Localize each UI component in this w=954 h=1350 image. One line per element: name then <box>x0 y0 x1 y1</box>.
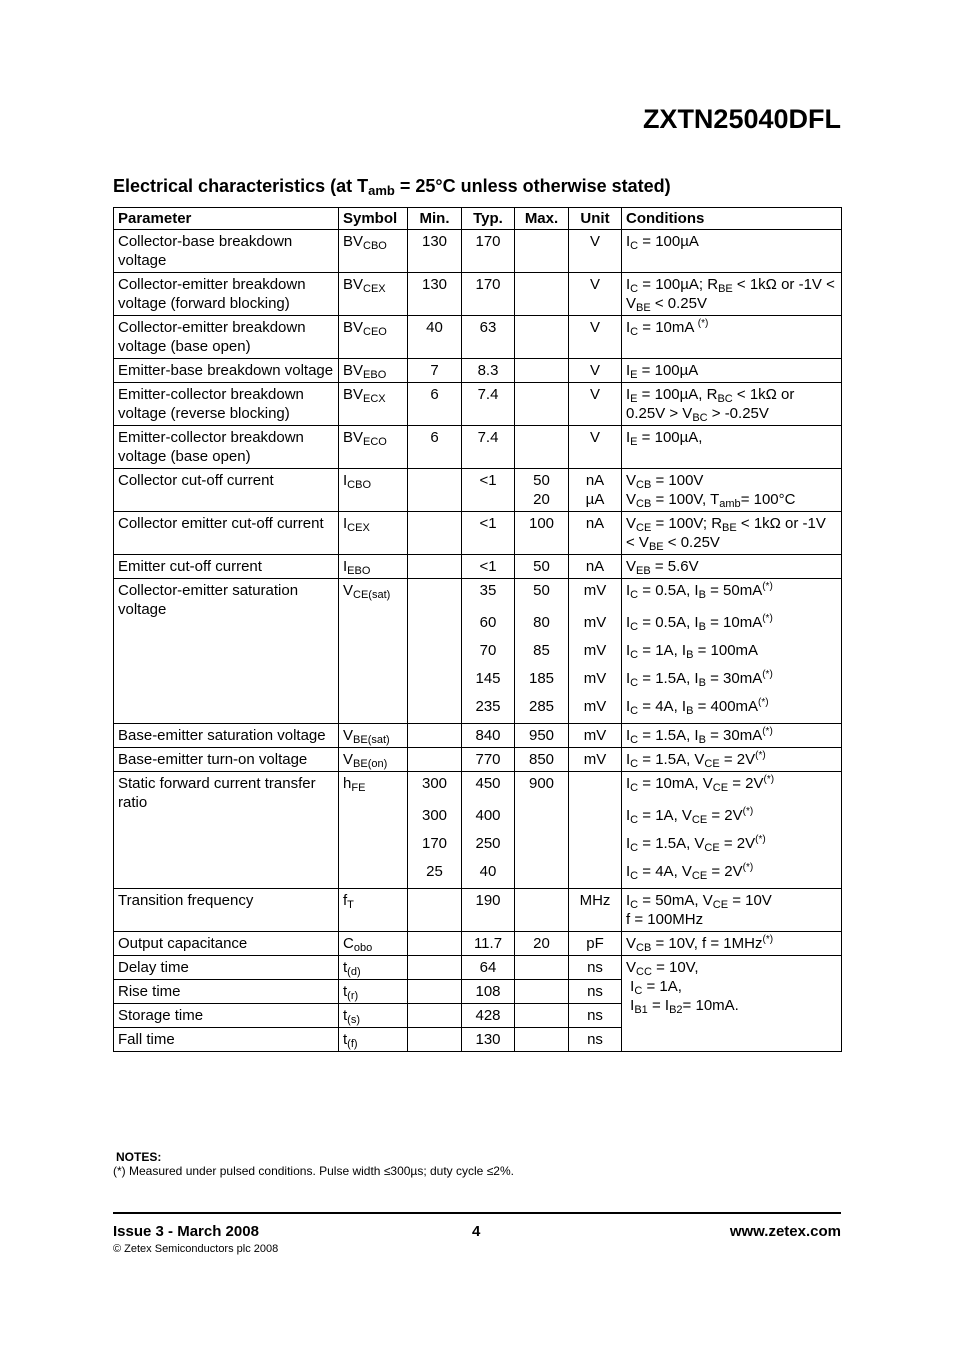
max-cell <box>515 889 569 932</box>
symbol-cell: $I_{CBO}$ <box>339 469 408 512</box>
header-unit: Unit <box>569 208 622 230</box>
min-cell: 6 <box>408 426 462 469</box>
conditions-cell: $I_C = 1.5A$, $V_{CE} = 2V^{(*)}$ <box>622 748 842 772</box>
unit-cell: V <box>569 316 622 359</box>
max-cell <box>515 426 569 469</box>
table-row <box>114 772 842 889</box>
notes-heading: NOTES: <box>116 1150 162 1164</box>
part-number: ZXTN25040DFL <box>642 104 841 134</box>
parameter-cell: Delay time <box>114 956 339 980</box>
table-row <box>114 512 842 555</box>
unit-cell: ns <box>569 956 622 980</box>
symbol-cell: $t_{(r)}$ <box>339 980 408 1004</box>
min-cell: 130 <box>408 273 462 316</box>
parameter-cell: Emitter cut-off current <box>114 555 339 579</box>
conditions-cell: $V_{CC} = 10V$, $I_C = 1A$, $I_{B1} = I_{B2}= 10mA$. <box>622 956 842 1052</box>
parameter-cell: Transition frequency <box>114 889 339 932</box>
parameter-cell: Collector-base breakdown voltage <box>114 230 339 273</box>
typ-cell: 190 <box>462 889 515 932</box>
min-cell <box>408 512 462 555</box>
table-row <box>114 956 842 980</box>
symbol-cell: $BV_{EBO}$ <box>339 359 408 383</box>
parameter-cell: Base-emitter saturation voltage <box>114 724 339 748</box>
notes-text: (*) Measured under pulsed conditions. Pulse width ≤300µs; duty cycle ≤2%. <box>113 1164 514 1178</box>
parameter-cell: Storage time <box>114 1004 339 1028</box>
unit-cell: nA µA <box>569 469 622 512</box>
conditions-cell: $V_{CE} = 100V$; $R_{BE} < 1k\Omega$ or $-1V < V_{BE} < 0.25V$ <box>622 512 842 555</box>
symbol-cell: $BV_{ECO}$ <box>339 426 408 469</box>
unit-cell <box>569 772 622 889</box>
electrical-characteristics-table <box>113 207 842 1052</box>
min-cell: 130 <box>408 230 462 273</box>
table-row <box>114 359 842 383</box>
unit-cell: mV mV mV mV mV <box>569 579 622 724</box>
header-symbol: Symbol <box>339 208 408 230</box>
conditions-cell: $V_{CB} = 100V$ $V_{CB} = 100V$, $T_{amb}= 100^\circ C$ <box>622 469 842 512</box>
table-row <box>114 555 842 579</box>
parameter-cell: Base-emitter turn-on voltage <box>114 748 339 772</box>
parameter-cell: Rise time <box>114 980 339 1004</box>
symbol-cell: $h_{FE}$ <box>339 772 408 889</box>
footer-website-link[interactable]: www.zetex.com <box>729 1223 841 1240</box>
notes <box>113 1150 514 1178</box>
max-cell <box>515 359 569 383</box>
typ-cell: 770 <box>462 748 515 772</box>
unit-cell: V <box>569 273 622 316</box>
parameter-cell: Static forward current transfer ratio <box>114 772 339 889</box>
parameter-cell: Emitter-collector breakdown voltage (base open) <box>114 426 339 469</box>
max-cell: 50 20 <box>515 469 569 512</box>
unit-cell: V <box>569 426 622 469</box>
min-cell <box>408 932 462 956</box>
symbol-cell: $f_T$ <box>339 889 408 932</box>
symbol-cell: $I_{CEX}$ <box>339 512 408 555</box>
parameter-cell: Collector emitter cut-off current <box>114 512 339 555</box>
typ-cell: 63 <box>462 316 515 359</box>
typ-cell: 35 60 70 145 235 <box>462 579 515 724</box>
symbol-cell: $BV_{ECX}$ <box>339 383 408 426</box>
conditions-cell: $I_C = 100\mu A$; $R_{BE} < 1k\Omega$ or $-1V < V_{BE} < 0.25V$ <box>622 273 842 316</box>
max-cell <box>515 956 569 980</box>
parameter-cell: Output capacitance <box>114 932 339 956</box>
page-number: 4 <box>472 1223 481 1240</box>
symbol-cell: $I_{EBO}$ <box>339 555 408 579</box>
typ-cell: 130 <box>462 1028 515 1052</box>
min-cell <box>408 956 462 980</box>
max-cell: 950 <box>515 724 569 748</box>
typ-cell: 840 <box>462 724 515 748</box>
conditions-cell: $I_C = 1.5A$, $I_B = 30mA^{(*)}$ <box>622 724 842 748</box>
conditions-cell: $I_E = 100\mu A$, <box>622 426 842 469</box>
typ-cell: 170 <box>462 230 515 273</box>
symbol-cell: $t_{(s)}$ <box>339 1004 408 1028</box>
max-cell <box>515 273 569 316</box>
max-cell: 850 <box>515 748 569 772</box>
header-max: Max. <box>515 208 569 230</box>
max-cell: 100 <box>515 512 569 555</box>
symbol-cell: $V_{BE(on)}$ <box>339 748 408 772</box>
typ-cell: 64 <box>462 956 515 980</box>
footer-issue: Issue 3 - March 2008 <box>113 1223 259 1240</box>
unit-cell: ns <box>569 980 622 1004</box>
symbol-cell: $t_{(f)}$ <box>339 1028 408 1052</box>
min-cell <box>408 1004 462 1028</box>
symbol-cell: $BV_{CEX}$ <box>339 273 408 316</box>
table-row <box>114 889 842 932</box>
typ-cell: 7.4 <box>462 426 515 469</box>
typ-cell: 8.3 <box>462 359 515 383</box>
section-title: Electrical characteristics (at $T_{amb} = 25^\circ C$ unless otherwise stated) <box>113 176 671 198</box>
conditions-cell: $V_{EB} = 5.6V$ <box>622 555 842 579</box>
parameter-cell: Collector-emitter saturation voltage <box>114 579 339 724</box>
unit-cell: MHz <box>569 889 622 932</box>
max-cell: 50 <box>515 555 569 579</box>
typ-cell: 108 <box>462 980 515 1004</box>
max-cell: 900 <box>515 772 569 889</box>
max-cell: 20 <box>515 932 569 956</box>
symbol-cell: $V_{BE(sat)}$ <box>339 724 408 748</box>
unit-cell: ns <box>569 1004 622 1028</box>
header-min: Min. <box>408 208 462 230</box>
min-cell <box>408 469 462 512</box>
unit-cell: V <box>569 359 622 383</box>
typ-cell: <1 <box>462 555 515 579</box>
typ-cell: 428 <box>462 1004 515 1028</box>
table-row <box>114 273 842 316</box>
max-cell: 50 80 85 185 285 <box>515 579 569 724</box>
header-parameter: Parameter <box>114 208 339 230</box>
typ-cell: <1 <box>462 512 515 555</box>
conditions-cell: $I_E = 100\mu A$ <box>622 359 842 383</box>
min-cell: 40 <box>408 316 462 359</box>
table-row <box>114 932 842 956</box>
table-header-row <box>114 208 842 230</box>
symbol-cell: $BV_{CEO}$ <box>339 316 408 359</box>
table-row <box>114 748 842 772</box>
table-row <box>114 579 842 724</box>
parameter-cell: Emitter-collector breakdown voltage (reverse blocking) <box>114 383 339 426</box>
unit-cell: mV <box>569 724 622 748</box>
conditions-cell: $I_C = 50mA$, $V_{CE} = 10V$ f = 100MHz <box>622 889 842 932</box>
unit-cell: V <box>569 230 622 273</box>
table-row <box>114 724 842 748</box>
min-cell <box>408 980 462 1004</box>
max-cell <box>515 980 569 1004</box>
typ-cell: 170 <box>462 273 515 316</box>
unit-cell: nA <box>569 555 622 579</box>
symbol-cell: $C_{obo}$ <box>339 932 408 956</box>
min-cell: 7 <box>408 359 462 383</box>
max-cell <box>515 383 569 426</box>
min-cell <box>408 1028 462 1052</box>
parameter-cell: Collector-emitter breakdown voltage (base open) <box>114 316 339 359</box>
footer-copyright: © Zetex Semiconductors plc 2008 <box>113 1243 279 1255</box>
unit-cell: pF <box>569 932 622 956</box>
unit-cell: mV <box>569 748 622 772</box>
parameter-cell: Collector cut-off current <box>114 469 339 512</box>
symbol-cell: $V_{CE(sat)}$ <box>339 579 408 724</box>
min-cell <box>408 555 462 579</box>
header-typ: Typ. <box>462 208 515 230</box>
table-row <box>114 469 842 512</box>
conditions-cell: $I_C = 10mA$, $V_{CE} = 2V^{(*)}$ $I_C = 1A$, $V_{CE} = 2V^{(*)}$ $I_C = 1.5A$, $V_{CE} = 2V^{(*)}$ $I_C = 4A$, $V_{CE} = 2V^{(*)}$ <box>622 772 842 889</box>
min-cell <box>408 579 462 724</box>
max-cell <box>515 316 569 359</box>
footer-rule <box>113 1212 841 1214</box>
conditions-cell: $I_C = 10mA$ (*) <box>622 316 842 359</box>
table-row <box>114 426 842 469</box>
unit-cell: nA <box>569 512 622 555</box>
min-cell <box>408 724 462 748</box>
unit-cell: ns <box>569 1028 622 1052</box>
typ-cell: 7.4 <box>462 383 515 426</box>
conditions-cell: $I_E = 100\mu A$, $R_{BC} < 1k\Omega$ or $0.25V > V_{BC} > -0.25V$ <box>622 383 842 426</box>
conditions-cell: $I_C = 0.5A$, $I_B = 50mA^{(*)}$ $I_C = 0.5A$, $I_B = 10mA^{(*)}$ $I_C = 1A$, $I_B = 100mA$ $I_C = 1.5A$, $I_B = 30mA^{(*)}$ $I_C = 4A$, $I_B = 400mA^{(*)}$ <box>622 579 842 724</box>
unit-cell: V <box>569 383 622 426</box>
conditions-cell: $I_C = 100\mu A$ <box>622 230 842 273</box>
min-cell <box>408 748 462 772</box>
table-row <box>114 383 842 426</box>
symbol-cell: $BV_{CBO}$ <box>339 230 408 273</box>
parameter-cell: Emitter-base breakdown voltage <box>114 359 339 383</box>
max-cell <box>515 230 569 273</box>
table-row <box>114 316 842 359</box>
symbol-cell: $t_{(d)}$ <box>339 956 408 980</box>
parameter-cell: Collector-emitter breakdown voltage (forward blocking) <box>114 273 339 316</box>
typ-cell: 450 400 250 40 <box>462 772 515 889</box>
typ-cell: <1 <box>462 469 515 512</box>
table-row <box>114 230 842 273</box>
min-cell <box>408 889 462 932</box>
parameter-cell: Fall time <box>114 1028 339 1052</box>
min-cell: 6 <box>408 383 462 426</box>
max-cell <box>515 1028 569 1052</box>
conditions-cell: $V_{CB} = 10V$, f = 1MHz(*) <box>622 932 842 956</box>
header-conditions: Conditions <box>622 208 842 230</box>
max-cell <box>515 1004 569 1028</box>
min-cell: 300 300 170 25 <box>408 772 462 889</box>
typ-cell: 11.7 <box>462 932 515 956</box>
